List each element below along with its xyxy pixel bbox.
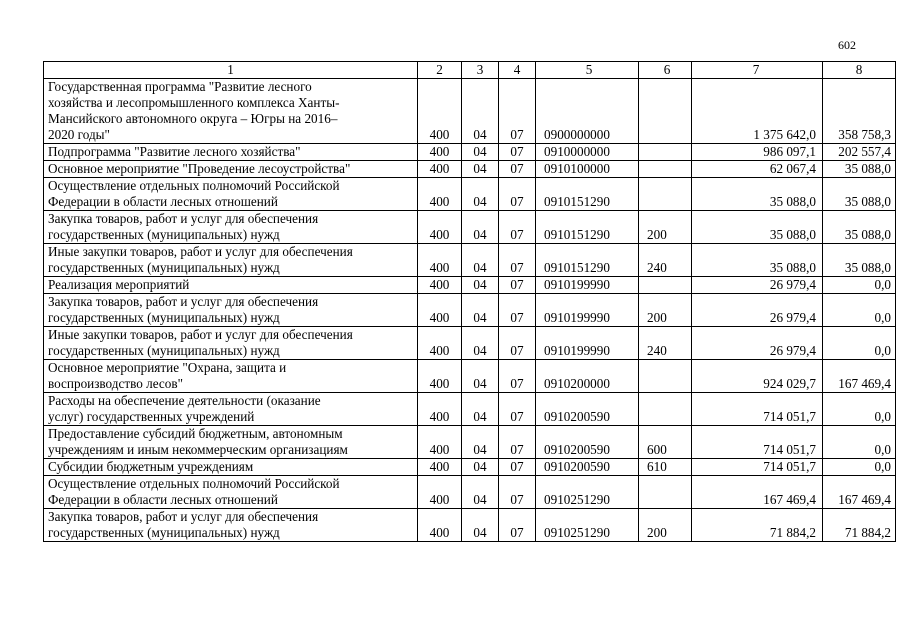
- subsection-cell: 07: [499, 459, 536, 476]
- ministry-code-cell: 400: [418, 144, 462, 161]
- amount-col7-cell: 35 088,0: [692, 211, 823, 244]
- subsection-cell: 07: [499, 294, 536, 327]
- column-header: 1: [44, 62, 418, 79]
- column-header: 7: [692, 62, 823, 79]
- amount-col7-cell: 924 029,7: [692, 360, 823, 393]
- expense-type-cell: [639, 393, 692, 426]
- amount-col8-cell: 35 088,0: [823, 211, 896, 244]
- amount-col7-cell: 1 375 642,0: [692, 79, 823, 144]
- table-row: [44, 327, 896, 360]
- row-name-cell: Расходы на обеспечение деятельности (оказание услуг) государственных учреждений: [44, 393, 418, 426]
- table-header-row: [44, 62, 896, 79]
- amount-col7-cell: 35 088,0: [692, 244, 823, 277]
- table-row: [44, 144, 896, 161]
- row-name-cell: Иные закупки товаров, работ и услуг для обеспечения государственных (муниципальных) нужд: [44, 327, 418, 360]
- amount-col8-cell: 35 088,0: [823, 244, 896, 277]
- target-article-cell: 0910000000: [536, 144, 639, 161]
- table-row: [44, 459, 896, 476]
- ministry-code-cell: 400: [418, 244, 462, 277]
- row-name-cell: Государственная программа "Развитие лесного хозяйства и лесопромышленного комплекса Ханты- Мансийского автономного округа – Югры на 2016– 2020 годы": [44, 79, 418, 144]
- amount-col8-cell: 0,0: [823, 393, 896, 426]
- row-name-cell: Осуществление отдельных полномочий Российской Федерации в области лесных отношений: [44, 476, 418, 509]
- ministry-code-cell: 400: [418, 509, 462, 542]
- target-article-cell: 0910251290: [536, 476, 639, 509]
- table-row: [44, 79, 896, 144]
- ministry-code-cell: 400: [418, 459, 462, 476]
- expense-type-cell: 200: [639, 211, 692, 244]
- amount-col8-cell: 358 758,3: [823, 79, 896, 144]
- column-header: 4: [499, 62, 536, 79]
- subsection-cell: 07: [499, 144, 536, 161]
- expense-type-cell: 240: [639, 244, 692, 277]
- section-cell: 04: [462, 426, 499, 459]
- page-number: 602: [838, 38, 856, 52]
- table-row: [44, 277, 896, 294]
- amount-col8-cell: 0,0: [823, 294, 896, 327]
- expense-type-cell: [639, 476, 692, 509]
- amount-col8-cell: 0,0: [823, 459, 896, 476]
- row-name-cell: Закупка товаров, работ и услуг для обеспечения государственных (муниципальных) нужд: [44, 509, 418, 542]
- amount-col7-cell: 714 051,7: [692, 426, 823, 459]
- table-row: [44, 294, 896, 327]
- ministry-code-cell: 400: [418, 277, 462, 294]
- table-row: [44, 509, 896, 542]
- row-name-cell: Иные закупки товаров, работ и услуг для обеспечения государственных (муниципальных) нужд: [44, 244, 418, 277]
- ministry-code-cell: 400: [418, 79, 462, 144]
- section-cell: 04: [462, 161, 499, 178]
- row-name-cell: Закупка товаров, работ и услуг для обеспечения государственных (муниципальных) нужд: [44, 211, 418, 244]
- amount-col7-cell: 26 979,4: [692, 294, 823, 327]
- expense-type-cell: 200: [639, 294, 692, 327]
- target-article-cell: 0910251290: [536, 509, 639, 542]
- subsection-cell: 07: [499, 79, 536, 144]
- target-article-cell: 0910151290: [536, 244, 639, 277]
- section-cell: 04: [462, 277, 499, 294]
- ministry-code-cell: 400: [418, 294, 462, 327]
- row-name-cell: Подпрограмма "Развитие лесного хозяйства": [44, 144, 418, 161]
- row-name-cell: Основное мероприятие "Охрана, защита и воспроизводство лесов": [44, 360, 418, 393]
- row-name-cell: Субсидии бюджетным учреждениям: [44, 459, 418, 476]
- ministry-code-cell: 400: [418, 161, 462, 178]
- amount-col8-cell: 0,0: [823, 327, 896, 360]
- amount-col7-cell: 71 884,2: [692, 509, 823, 542]
- column-header: 3: [462, 62, 499, 79]
- target-article-cell: 0910199990: [536, 294, 639, 327]
- target-article-cell: 0910151290: [536, 211, 639, 244]
- row-name-cell: Реализация мероприятий: [44, 277, 418, 294]
- subsection-cell: 07: [499, 178, 536, 211]
- expense-type-cell: [639, 178, 692, 211]
- subsection-cell: 07: [499, 393, 536, 426]
- subsection-cell: 07: [499, 161, 536, 178]
- expense-type-cell: [639, 360, 692, 393]
- amount-col7-cell: 26 979,4: [692, 277, 823, 294]
- amount-col7-cell: 714 051,7: [692, 459, 823, 476]
- target-article-cell: 0910200000: [536, 360, 639, 393]
- expense-type-cell: [639, 277, 692, 294]
- subsection-cell: 07: [499, 509, 536, 542]
- column-header: 5: [536, 62, 639, 79]
- ministry-code-cell: 400: [418, 178, 462, 211]
- ministry-code-cell: 400: [418, 360, 462, 393]
- target-article-cell: 0900000000: [536, 79, 639, 144]
- row-name-cell: Закупка товаров, работ и услуг для обеспечения государственных (муниципальных) нужд: [44, 294, 418, 327]
- section-cell: 04: [462, 476, 499, 509]
- subsection-cell: 07: [499, 360, 536, 393]
- section-cell: 04: [462, 459, 499, 476]
- ministry-code-cell: 400: [418, 426, 462, 459]
- amount-col7-cell: 26 979,4: [692, 327, 823, 360]
- subsection-cell: 07: [499, 211, 536, 244]
- section-cell: 04: [462, 178, 499, 211]
- target-article-cell: 0910199990: [536, 277, 639, 294]
- section-cell: 04: [462, 327, 499, 360]
- section-cell: 04: [462, 509, 499, 542]
- amount-col8-cell: 71 884,2: [823, 509, 896, 542]
- expense-type-cell: 610: [639, 459, 692, 476]
- subsection-cell: 07: [499, 277, 536, 294]
- subsection-cell: 07: [499, 327, 536, 360]
- amount-col7-cell: 35 088,0: [692, 178, 823, 211]
- section-cell: 04: [462, 144, 499, 161]
- amount-col8-cell: 35 088,0: [823, 161, 896, 178]
- amount-col7-cell: 714 051,7: [692, 393, 823, 426]
- subsection-cell: 07: [499, 244, 536, 277]
- amount-col8-cell: 0,0: [823, 426, 896, 459]
- expense-type-cell: [639, 161, 692, 178]
- target-article-cell: 0910200590: [536, 393, 639, 426]
- amount-col7-cell: 167 469,4: [692, 476, 823, 509]
- section-cell: 04: [462, 79, 499, 144]
- section-cell: 04: [462, 393, 499, 426]
- table-row: [44, 211, 896, 244]
- target-article-cell: 0910100000: [536, 161, 639, 178]
- target-article-cell: 0910200590: [536, 459, 639, 476]
- table-row: [44, 244, 896, 277]
- ministry-code-cell: 400: [418, 327, 462, 360]
- column-header: 6: [639, 62, 692, 79]
- amount-col7-cell: 986 097,1: [692, 144, 823, 161]
- expense-type-cell: [639, 144, 692, 161]
- row-name-cell: Осуществление отдельных полномочий Российской Федерации в области лесных отношений: [44, 178, 418, 211]
- expense-type-cell: 240: [639, 327, 692, 360]
- ministry-code-cell: 400: [418, 476, 462, 509]
- table-row: [44, 393, 896, 426]
- expense-type-cell: 200: [639, 509, 692, 542]
- table-row: [44, 161, 896, 178]
- subsection-cell: 07: [499, 426, 536, 459]
- amount-col7-cell: 62 067,4: [692, 161, 823, 178]
- table-row: [44, 426, 896, 459]
- row-name-cell: Основное мероприятие "Проведение лесоустройства": [44, 161, 418, 178]
- amount-col8-cell: 167 469,4: [823, 476, 896, 509]
- expense-type-cell: 600: [639, 426, 692, 459]
- ministry-code-cell: 400: [418, 393, 462, 426]
- expense-type-cell: [639, 79, 692, 144]
- target-article-cell: 0910151290: [536, 178, 639, 211]
- table-row: [44, 178, 896, 211]
- section-cell: 04: [462, 211, 499, 244]
- ministry-code-cell: 400: [418, 211, 462, 244]
- row-name-cell: Предоставление субсидий бюджетным, автономным учреждениям и иным некоммерческим организациям: [44, 426, 418, 459]
- amount-col8-cell: 35 088,0: [823, 178, 896, 211]
- section-cell: 04: [462, 244, 499, 277]
- section-cell: 04: [462, 294, 499, 327]
- section-cell: 04: [462, 360, 499, 393]
- amount-col8-cell: 0,0: [823, 277, 896, 294]
- table-row: [44, 360, 896, 393]
- target-article-cell: 0910200590: [536, 426, 639, 459]
- amount-col8-cell: 202 557,4: [823, 144, 896, 161]
- table-row: [44, 476, 896, 509]
- amount-col8-cell: 167 469,4: [823, 360, 896, 393]
- column-header: 8: [823, 62, 896, 79]
- column-header: 2: [418, 62, 462, 79]
- target-article-cell: 0910199990: [536, 327, 639, 360]
- subsection-cell: 07: [499, 476, 536, 509]
- budget-table: [43, 61, 896, 542]
